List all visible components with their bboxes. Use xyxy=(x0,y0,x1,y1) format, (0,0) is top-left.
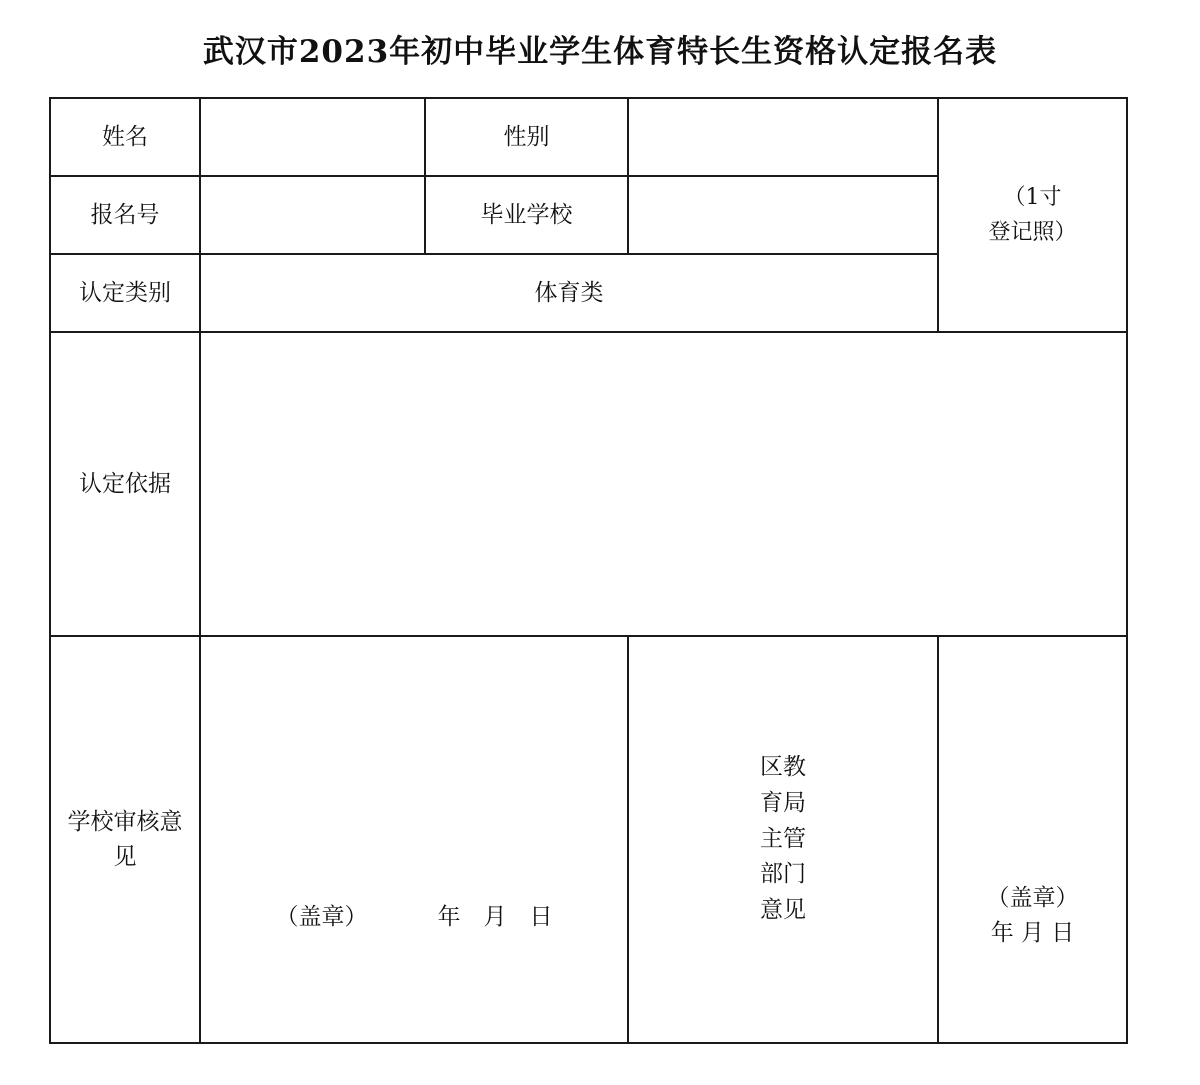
school-opinion-label: 学校审核意见 xyxy=(50,636,200,1043)
school-seal-text: （盖章） xyxy=(275,903,368,930)
photo-line-1: （1寸 xyxy=(1003,184,1062,210)
photo-placeholder xyxy=(939,180,1126,250)
reg-no-label: 报名号 xyxy=(50,176,200,254)
gender-label: 性别 xyxy=(425,98,628,176)
row-name-gender xyxy=(50,98,1127,176)
district-opinion-field[interactable] xyxy=(938,636,1127,1043)
school-opinion-field[interactable] xyxy=(200,636,628,1043)
grad-school-label: 毕业学校 xyxy=(425,176,628,254)
district-line: 主管 xyxy=(760,825,806,852)
district-line: 育局 xyxy=(760,790,806,817)
district-line: 部门 xyxy=(760,861,806,888)
name-label: 姓名 xyxy=(50,98,200,176)
category-label: 认定类别 xyxy=(50,254,200,332)
category-value: 体育类 xyxy=(200,254,938,332)
district-line: 区教 xyxy=(760,754,806,781)
form-title: 武汉市2023年初中毕业学生体育特长生资格认定报名表 xyxy=(202,34,998,70)
school-date-text: 年 月 日 xyxy=(437,903,553,930)
photo-box xyxy=(938,98,1127,332)
district-opinion-label xyxy=(628,636,938,1043)
district-date-text: 年 月 日 xyxy=(990,919,1075,946)
gender-field[interactable] xyxy=(628,98,938,176)
district-line: 意见 xyxy=(760,896,806,923)
district-opinion-text xyxy=(760,750,806,928)
basis-label: 认定依据 xyxy=(50,332,200,636)
row-basis xyxy=(50,332,1127,636)
district-seal-text: （盖章） xyxy=(986,885,1079,911)
photo-line-2: 登记照） xyxy=(988,220,1077,245)
reg-no-field[interactable] xyxy=(200,176,425,254)
grad-school-field[interactable] xyxy=(628,176,938,254)
row-opinions xyxy=(50,636,1127,1043)
name-field[interactable] xyxy=(200,98,425,176)
registration-form-table xyxy=(49,97,1128,1044)
basis-field[interactable] xyxy=(200,332,1127,636)
